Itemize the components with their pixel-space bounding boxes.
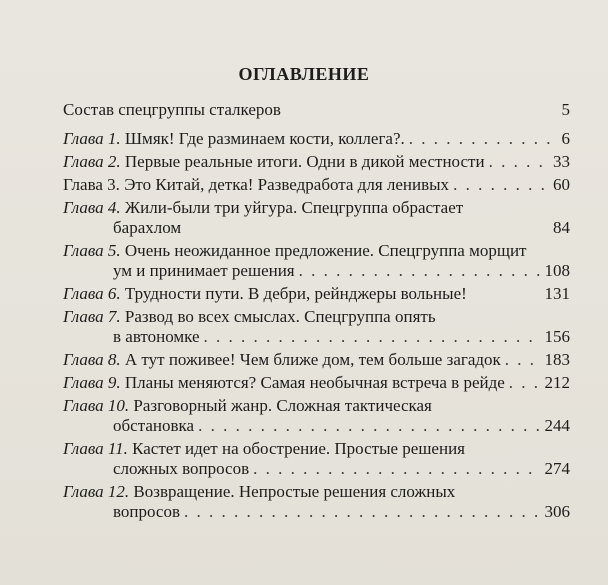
dot-leader <box>505 350 541 370</box>
toc-entry-text: Жили-были три уйгура. Спецгруппа обрастает <box>124 198 464 217</box>
toc-entry-text-cont: вопросов <box>113 502 181 521</box>
dot-leader <box>253 459 540 479</box>
toc-entry-text: Возвращение. Непростые решения сложных <box>133 482 456 501</box>
toc-entry-text-cont: ум и принимает решения <box>113 261 295 280</box>
toc-entry-row <box>63 218 570 238</box>
toc-entry <box>63 307 570 347</box>
toc-entry-row <box>63 459 570 479</box>
toc-entry-row <box>63 327 570 347</box>
toc-entry-text: Шмяк! Где разминаем кости, коллега?. <box>124 129 405 148</box>
dot-leader <box>409 129 558 149</box>
toc-entry-text: Развод во всех смыслах. Спецгруппа опять <box>124 307 436 326</box>
dot-leader <box>489 152 549 172</box>
toc-entry <box>63 284 570 304</box>
page-title: ОГЛАВЛЕНИЕ <box>238 64 370 84</box>
toc-entry <box>63 241 570 281</box>
chapter-label: Глава 9. <box>63 373 121 392</box>
toc-entry-page: 6 <box>561 129 570 148</box>
toc-entry <box>63 175 570 195</box>
toc-entry-page: 244 <box>544 416 570 435</box>
chapter-label: Глава 12. <box>63 482 130 501</box>
toc-entry-row <box>63 129 570 149</box>
chapter-label: Глава 3. <box>63 175 120 194</box>
chapter-label: Глава 5. <box>63 241 121 260</box>
toc-entry-row <box>63 373 570 393</box>
toc-entry <box>63 350 570 370</box>
toc-entry-text: Первые реальные итоги. Одни в дикой местности <box>124 152 485 171</box>
toc-entry-text: Состав спецгруппы сталкеров <box>63 100 281 119</box>
chapter-label: Глава 2. <box>63 152 121 171</box>
toc-entry-page: 306 <box>544 502 570 521</box>
toc-entry-page: 212 <box>544 373 570 392</box>
toc-entry-text: Разговорный жанр. Сложная тактическая <box>133 396 432 415</box>
toc-entry-text: А тут поживее! Чем ближе дом, тем больше загадок <box>124 350 501 369</box>
toc-entry-page: 108 <box>544 261 570 280</box>
toc-entry <box>63 373 570 393</box>
chapter-label: Глава 6. <box>63 284 121 303</box>
chapter-label: Глава 1. <box>63 129 121 148</box>
toc-entry-text: Очень неожиданное предложение. Спецгруппа морщит <box>124 241 527 260</box>
toc-entry-row <box>63 175 570 195</box>
toc-entry-page: 131 <box>544 284 570 303</box>
toc-entry <box>63 482 570 522</box>
toc-entry-row <box>63 100 570 120</box>
toc-entry-row <box>63 284 570 304</box>
table-of-contents <box>63 100 570 522</box>
dot-leader <box>184 502 540 522</box>
toc-entry-page: 274 <box>544 459 570 478</box>
toc-entry-text: Трудности пути. В дебри, рейнджеры вольные! <box>124 284 467 303</box>
toc-entry-page: 183 <box>544 350 570 369</box>
toc-entry-text-cont: барахлом <box>113 218 182 237</box>
toc-entry-row <box>63 502 570 522</box>
toc-entry-text-cont: обстановка <box>113 416 195 435</box>
toc-entry <box>63 396 570 436</box>
chapter-label: Глава 8. <box>63 350 121 369</box>
toc-entry-row <box>63 152 570 172</box>
toc-entry <box>63 152 570 172</box>
dot-leader <box>453 175 549 195</box>
dot-leader <box>509 373 541 393</box>
toc-entry-row <box>63 416 570 436</box>
toc-entry-text: Планы меняются? Самая необычная встреча в рейде <box>124 373 505 392</box>
toc-entry-row <box>63 350 570 370</box>
chapter-label: Глава 4. <box>63 198 121 217</box>
toc-entry <box>63 100 570 120</box>
chapter-label: Глава 10. <box>63 396 130 415</box>
toc-entry-page: 84 <box>553 218 570 237</box>
dot-leader <box>204 327 541 347</box>
toc-entry <box>63 439 570 479</box>
chapter-label: Глава 7. <box>63 307 121 326</box>
chapter-label: Глава 11. <box>63 439 128 458</box>
toc-entry-text-cont: в автономке <box>113 327 200 346</box>
toc-entry-page: 60 <box>553 175 570 194</box>
toc-entry-text-cont: сложных вопросов <box>113 459 250 478</box>
toc-entry-row <box>63 261 570 281</box>
toc-entry-page: 5 <box>561 100 570 119</box>
toc-entry-text: Кастет идет на обострение. Простые решения <box>132 439 465 458</box>
toc-entry-text: Это Китай, детка! Разведработа для ленивых <box>124 175 450 194</box>
toc-entry <box>63 129 570 149</box>
dot-leader <box>198 416 540 436</box>
toc-entry <box>63 198 570 238</box>
toc-entry-page: 33 <box>553 152 570 171</box>
toc-entry-page: 156 <box>544 327 570 346</box>
dot-leader <box>299 261 541 281</box>
